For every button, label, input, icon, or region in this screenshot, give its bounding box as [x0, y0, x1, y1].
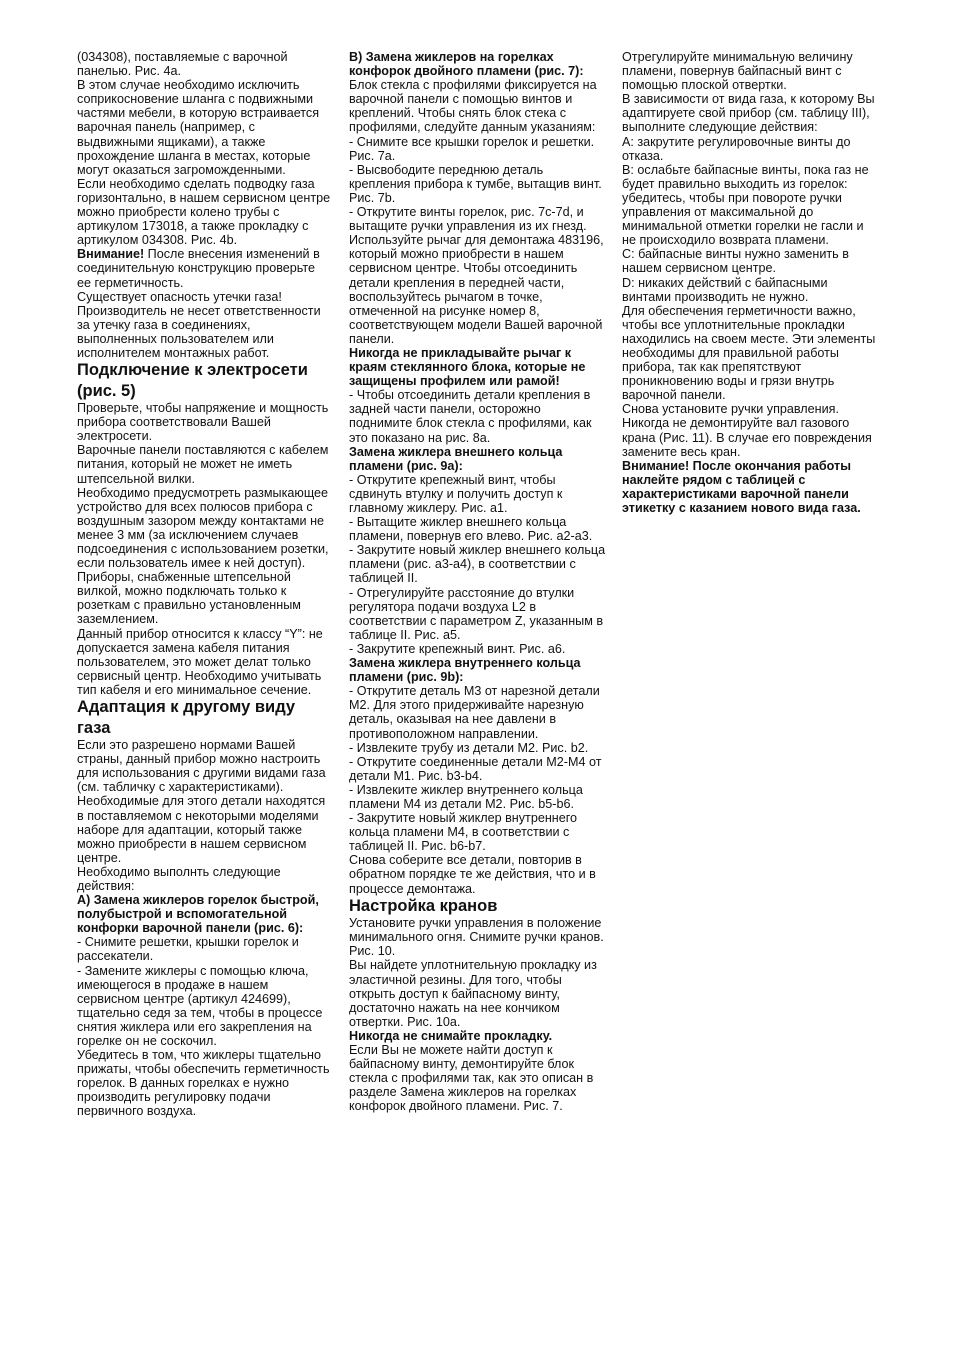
bold-paragraph: А) Замена жиклеров горелок быстрой, полубыстрой и вспомогательной конфорки варочной панели (рис. 6):	[77, 893, 319, 936]
bold-paragraph: Внимание! После окончания работы наклейте рядом с таблицей с характеристиками варочной панели этикетку с казанием нового вида газа.	[622, 458, 861, 515]
paragraph-text: После внесения изменений в соединительную конструкцию проверьте ее герметичность.	[77, 247, 320, 290]
paragraph: Варочные панели поставляются с кабелем питания, который не может не иметь штепсельной вилки.	[77, 443, 329, 486]
paragraph: Снова установите ручки управления.	[622, 402, 839, 417]
paragraph: В зависимости от вида газа, к которому Вы адаптируете свой прибор (см. таблицу III), выполните следующие действия:	[622, 92, 875, 135]
paragraph: Снова соберите все детали, повторив в обратном порядке те же действия, что и в процессе демонтажа.	[349, 853, 596, 896]
section-heading: Подключение к электросети (рис. 5)	[77, 361, 308, 400]
paragraph: Используйте рычаг для демонтажа 483196, который можно приобрести в нашем сервисном центре. Чтобы отсоединить детали крепления в передней части, воспользуйтесь рычагом в точке, отмеченной на рисунке номер 8, соответствующем модели Вашей варочной панели.	[349, 233, 604, 346]
paragraph: (034308), поставляемые с варочной панелью. Рис. 4а.	[77, 50, 288, 79]
paragraph: - Снимите все крышки горелок и решетки. Рис. 7а.	[349, 134, 595, 163]
paragraph: Блок стекла с профилями фиксируется на варочной панели с помощью винтов и креплений. Чтобы снять блок стека с профилями, следуйте данным указаниям:	[349, 78, 597, 135]
paragraph: Отрегулируйте минимальную величину пламени, повернув байпасный винт с помощью плоской отвертки.	[622, 50, 853, 93]
paragraph: - Чтобы отсоединить детали крепления в задней части панели, осторожно поднимите блок стекла с профилями, как это показано на рис. 8а.	[349, 388, 592, 445]
warning-label: Внимание!	[77, 247, 145, 262]
paragraph: - Извлеките трубу из детали М2. Рис. b2.	[349, 740, 589, 755]
paragraph: Если необходимо сделать подводку газа горизонтально, в нашем сервисном центре можно приобрести колено трубы с артикулом 173018, а также прокладку с артикулом 034308. Рис. 4b.	[77, 176, 331, 248]
paragraph: Никогда не демонтируйте вал газового крана (Рис. 11). В случае его повреждения замените весь кран.	[622, 416, 872, 459]
text-column-right	[622, 50, 878, 515]
paragraph: Если это разрешено нормами Вашей страны, данный прибор можно настроить для использования с другими видами газа (см. табличку с характеристиками). Необходимые для этого детали находятся в поставляемом с некоторыми моделями наборе для адаптации, который также можно приобрести в нашем сервисном центре.	[77, 738, 326, 865]
paragraph: - Открутите крепежный винт, чтобы сдвинуть втулку и получить доступ к главному жиклеру. Рис. a1.	[349, 472, 563, 515]
paragraph: С: байпасные винты нужно заменить в нашем сервисном центре.	[622, 247, 849, 276]
text-column-left	[77, 50, 332, 1119]
section-heading: Адаптация к другому виду газа	[77, 698, 296, 737]
text-column-middle	[349, 50, 606, 1113]
paragraph: - Закрутите новый жиклер внутреннего кольца пламени М4, в соответствии с таблицей II. Рис. b6-b7.	[349, 811, 578, 854]
paragraph: - Открутите соединенные детали М2-М4 от детали М1. Рис. b3-b4.	[349, 754, 602, 783]
paragraph: убедитесь, чтобы при повороте ручки управления от максимальной до минимальной отметки горелки не гасли и не происходило возврата пламени.	[622, 190, 864, 248]
paragraph: - Открутите деталь М3 от нарезной детали М2. Для этого придерживайте нарезную деталь, оказывая на нее давлени в противоположном направлении.	[349, 684, 600, 741]
paragraph: Если Вы не можете найти доступ к байпасному винту, демонтируйте блок стекла с профилями так, как это описан в разделе Замена жиклеров на горелках конфорок двойного пламени. Рис. 7.	[349, 1042, 594, 1114]
bold-paragraph: Никогда не прикладывайте рычаг к краям стеклянного блока, которые не защищены профилем или рамой!	[349, 345, 586, 389]
paragraph: - Открутите винты горелок, рис. 7c-7d, и вытащите ручки управления из их гнезд.	[349, 205, 587, 234]
bold-paragraph: Замена жиклера внешнего кольца пламени (рис. 9а):	[349, 444, 563, 473]
paragraph: Убедитесь в том, что жиклеры тщательно прижаты, чтобы обеспечить герметичность горелок. В данных горелках е нужно производить регулировку подачи первичного воздуха.	[77, 1048, 330, 1119]
paragraph: Необходимо выполнть следующие действия:	[77, 864, 281, 893]
paragraph: - Закрутите крепежный винт. Рис. а6.	[349, 641, 566, 656]
paragraph: А: закрутите регулировочные винты до отказа.	[622, 134, 851, 163]
paragraph: D: никаких действий с байпасными винтами производить не нужно.	[622, 275, 828, 304]
section-heading: Настройка кранов	[349, 896, 498, 915]
paragraph: Данный прибор относится к классу “Y”: не допускается замена кабеля питания пользователем, это может делат только сервисный центр. Необходимо учитывать тип кабеля и его минимальное сечение.	[77, 626, 323, 697]
paragraph: - Вытащите жиклер внешнего кольца пламени, повернув его влево. Рис. а2-а3.	[349, 515, 593, 544]
paragraph: - Замените жиклеры с помощью ключа, имеющегося в продаже в нашем сервисном центре (артикул 424699), тщательно седя за тем, чтобы в процессе снятия жиклера или его закрепления на горелке он не соскочил.	[77, 963, 323, 1048]
paragraph: - Снимите решетки, крышки горелок и рассекатели.	[77, 935, 299, 964]
paragraph: - Отрегулируйте расстояние до втулки регулятора подачи воздуха L2 в соответствии с параметром Z, указанным в таблице II. Рис. а5.	[349, 585, 604, 642]
paragraph: Вы найдете уплотнительную прокладку из эластичной резины. Для того, чтобы открыть доступ к байпасному винту, достаточно нажать на нее кончиком отвертки. Рис. 10а.	[349, 958, 597, 1029]
bold-paragraph: Никогда не снимайте прокладку.	[349, 1028, 553, 1043]
warning-paragraph	[77, 247, 332, 289]
paragraph: Для обеспечения герметичности важно, чтобы все уплотнительные прокладки находились на своем месте. Эти элементы необходимы для правильной работы прибора, так как препятствуют проникновению воды и грязи внутрь варочной панели.	[622, 303, 876, 403]
paragraph: - Извлеките жиклер внутреннего кольца пламени М4 из детали М2. Рис. b5-b6.	[349, 782, 583, 811]
paragraph: Приборы, снабженные штепсельной вилкой, можно подключать только к розеткам с правильно установленным заземлением.	[77, 570, 301, 627]
paragraph: Установите ручки управления в положение минимального огня. Снимите ручки кранов. Рис. 10.	[349, 916, 604, 959]
paragraph: В этом случае необходимо исключить соприкосновение шланга с подвижными частями мебели, в которую встраивается варочная панель (например, с выдвижными ящиками), а также прохождение шланга в местах, которые могут оказаться загроможденными.	[77, 78, 320, 177]
paragraph: Необходимо предусмотреть размыкающее устройство для всех полюсов прибора с воздушным зазором между контактами не менее 3 мм (за исключением случаев подсоединения с использованием розетки, если пользователь имее к ней доступ).	[77, 485, 329, 571]
bold-paragraph: В) Замена жиклеров на горелках конфорок двойного пламени (рис. 7):	[349, 50, 584, 79]
paragraph: - Закрутите новый жиклер внешнего кольца пламени (рис. а3-а4), в соответствии с таблицей II.	[349, 543, 606, 586]
paragraph: Проверьте, чтобы напряжение и мощность прибора соответствовали Вашей электросети.	[77, 401, 329, 444]
paragraph: В: ослабьте байпасные винты, пока газ не будет правильно выходить из горелок:	[622, 162, 869, 191]
paragraph: Существует опасность утечки газа! Производитель не несет ответственности за утечку газа в соединениях, выполненных пользователем или исполнителем монтажных работ.	[77, 289, 321, 360]
bold-paragraph: Замена жиклера внутреннего кольца пламени (рис. 9b):	[349, 656, 581, 685]
paragraph: - Высвободите переднюю деталь крепления прибора к тумбе, вытащив винт. Рис. 7b.	[349, 162, 602, 205]
